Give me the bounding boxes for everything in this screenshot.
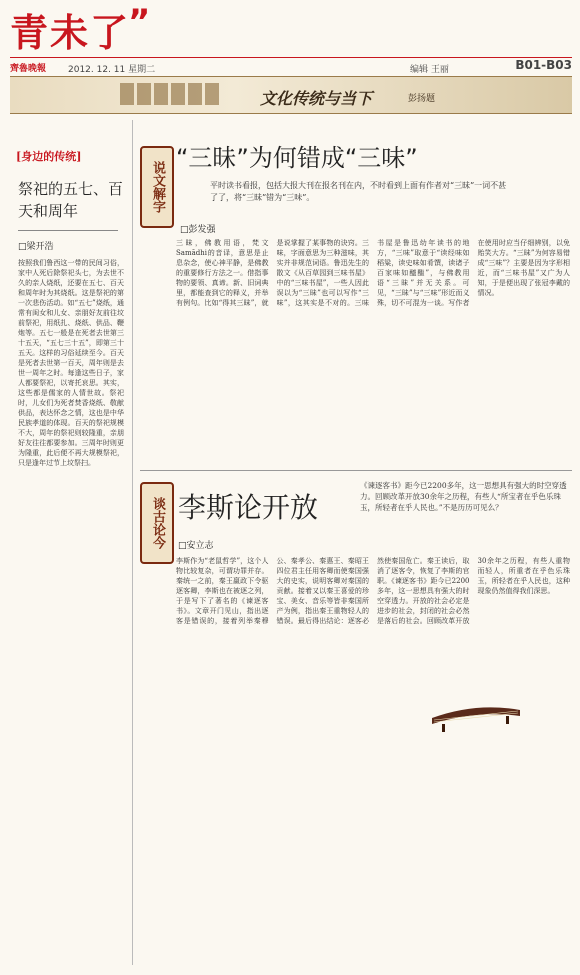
left-article-body: 按照我们鲁西这一带的民间习俗，家中人死后除祭祀头七，为去世不久的亲人烧纸，还要在五七、百天和周年时为其烧纸。这是祭祀的第一次悲伤活动。如“五七”烧纸，通常有闺女和儿女、亲朋好友前往坟前祭祀，用纸扎、烧纸、供品、鞭炮等。五七一般是在死者去世第三十五天，“五七三十五”，即第三十五天。这样的习俗延续至今。百天是死者去世第一百天，周年则是去世一周年之时。每逢这些日子，家人都要祭祀，以寄托哀思。其实，这些都是儒家的人情世故。祭祀时，儿女们为死者焚香烧纸、敬献供品，表达怀念之情，这也是中华民族孝道的体现。百天的祭祀规模不大，周年的祭祀则较隆重，亲朋好友往往都要参加。三周年时则更为隆重，此后便不再大规模祭祀，只是逢年过节上坟祭扫。 <box>18 259 124 467</box>
banner-title: 文化传统与当下 <box>260 89 373 108</box>
brand-name: 齊魯晚報 <box>10 64 47 74</box>
header-meta <box>10 57 572 75</box>
left-article-title: 祭祀的五七、百天和周年 <box>18 180 124 220</box>
divider <box>18 230 118 231</box>
masthead: 青未了 <box>10 11 131 55</box>
editor-credit: 编辑 王丽 <box>410 65 449 75</box>
section-banner <box>10 76 572 114</box>
column-tag: [ 身边的传统 ] <box>16 148 128 164</box>
guqin-illustration <box>428 680 524 740</box>
left-column <box>10 120 128 973</box>
masthead-quote-icon: ” <box>128 2 151 42</box>
s2-intro: 《谏逐客书》距今已2200多年，这一思想具有强大的时空穿透力。回顾改革开放30余年之历程，有些人“所宝者在乎色乐珠玉，所轻者在乎人民也。”不是历历可见么？ <box>360 481 567 512</box>
section-badge-tangu: 谈古论今 <box>140 482 174 564</box>
page-range: B01-B03 <box>515 58 572 72</box>
column-divider <box>132 120 133 965</box>
banner-byline: 彭扬题 <box>408 94 436 104</box>
s1-body: 三昧，佛教用语，梵文Samādhi的音译，意思是止息杂念，使心神平静，是佛教的重要修行方法之一。借指事物的要领、真谛。新、旧词典里，都能查到它的释义，并举有例句。比如“得其三昧”，就是说掌握了某事物的诀窍。三味，字面意思为三种滋味，其实并非规范词语。鲁迅先生的散文《从百草园到三味书屋》中的“三味书屋”，一些人因此误以为“三昧”也可以写作“三味”，这其实是不对的。三味书屋是鲁迅幼年读书的地方，“三味”取意于“读经味如稻粱，读史味如肴馔，读诸子百家味如醯醢”，与佛教用语“三昧”并无关系。可见，“三昧”与“三味”形近而义殊，切不可混为一谈。写作者在使用时应当仔细辨别，以免贻笑大方。“三昧”为何容易错成“三味”？主要是因为字形相近，而“三味书屋”又广为人知，于是便出现了张冠李戴的情况。 <box>176 239 570 307</box>
section-badge-shuowen: 说文解字 <box>140 146 174 228</box>
s2-body: 李斯作为“老鼠哲学”，这个人物比较复杂，可谓功罪并存。秦统一之前，秦王嬴政下令驱逐客卿，李斯也在被逐之列，于是写下了著名的《谏逐客书》。文章开门见山，指出逐客是错误的，接着列举秦穆公、秦孝公、秦惠王、秦昭王四位君主任用客卿而使秦国强大的史实，说明客卿对秦国的贡献。接着又以秦王喜爱的珍宝、美女、音乐等皆非秦国所产为例，指出秦王重物轻人的错误。最后得出结论：逐客必然使秦国危亡。秦王读后，取消了逐客令，恢复了李斯的官职。《谏逐客书》距今已2200多年，这一思想具有强大的时空穿透力。开放的社会必定是进步的社会，封闭的社会必然是落后的社会。回顾改革开放30余年之历程，有些人重物而轻人，所重者在乎色乐珠玉，所轻者在乎人民也，这种现象仍然值得我们深思。 <box>176 557 570 625</box>
issue-date: 2012. 12. 11 星期二 <box>68 65 156 75</box>
s1-headline: “三昧”为何错成“三味” <box>176 144 418 172</box>
s1-intro: 平时读书看报，包括大报大刊在报名刊在内，不时看到上面有作者对“三昧”一词不甚了了，将“三昧”错为“三味”。 <box>210 181 507 202</box>
banner-artwork <box>120 83 222 109</box>
s2-author: □安立志 <box>178 541 214 551</box>
left-article-author: □梁开浩 <box>18 242 54 252</box>
s1-author: □彭发强 <box>180 225 216 235</box>
section-divider <box>140 470 572 471</box>
s2-headline: 李斯论开放 <box>178 491 319 524</box>
